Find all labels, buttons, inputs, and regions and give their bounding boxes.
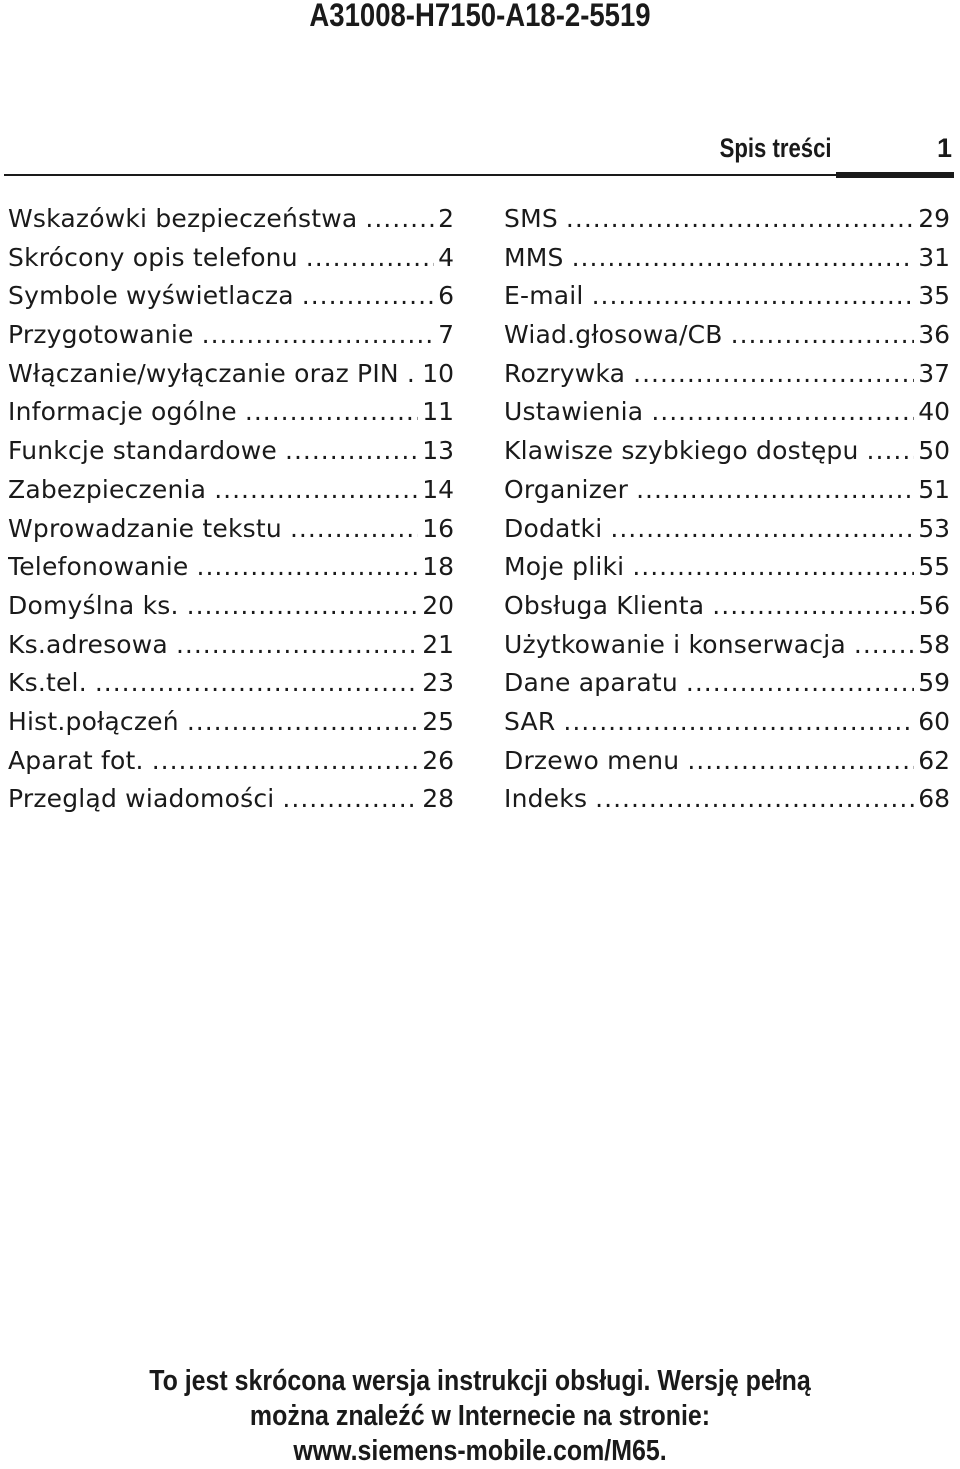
toc-entry[interactable] bbox=[8, 393, 454, 432]
toc-leader-dots bbox=[245, 393, 418, 432]
toc-entry-page: 58 bbox=[918, 629, 950, 659]
toc-entry-page: 16 bbox=[422, 513, 454, 543]
toc-entry-label: Wiad.głosowa/CB bbox=[504, 320, 723, 350]
toc-entry[interactable] bbox=[8, 316, 454, 355]
toc-entry-page: 59 bbox=[918, 668, 950, 698]
toc-entry-label: Skrócony opis telefonu bbox=[8, 242, 298, 272]
toc-entry-page: 25 bbox=[422, 706, 454, 736]
toc-entry-page: 2 bbox=[438, 204, 454, 233]
toc-entry-page: 18 bbox=[422, 552, 454, 582]
toc-entry-label: Obsługa Klienta bbox=[504, 590, 705, 620]
toc-entry-page: 6 bbox=[438, 281, 454, 311]
toc-entry[interactable] bbox=[504, 355, 950, 394]
toc-entry-label: SMS bbox=[504, 204, 558, 233]
toc-entry-label: Wprowadzanie tekstu bbox=[8, 513, 282, 543]
toc-entry[interactable] bbox=[8, 432, 454, 471]
toc-entry-label: Informacje ogólne bbox=[8, 397, 237, 427]
toc-entry[interactable] bbox=[504, 393, 950, 432]
toc-entry[interactable] bbox=[8, 510, 454, 549]
toc-entry-page: 62 bbox=[918, 745, 950, 775]
toc-entry[interactable] bbox=[8, 277, 454, 316]
footer-note bbox=[0, 1364, 960, 1469]
toc-leader-dots bbox=[202, 316, 434, 355]
toc-entry[interactable] bbox=[8, 200, 454, 239]
toc-leader-dots bbox=[854, 626, 914, 665]
toc-leader-dots bbox=[731, 316, 915, 355]
toc-leader-dots bbox=[633, 355, 914, 394]
toc-leader-dots bbox=[187, 703, 418, 742]
toc-entry-label: Telefonowanie bbox=[8, 552, 189, 582]
footer-line: To jest skrócona wersja instrukcji obsługi. Wersję pełną bbox=[149, 1365, 811, 1397]
toc-entry-page: 55 bbox=[918, 552, 950, 582]
toc-leader-dots bbox=[566, 200, 914, 239]
header-rule bbox=[4, 174, 954, 176]
toc-entry-page: 56 bbox=[918, 590, 950, 620]
toc-leader-dots bbox=[632, 548, 914, 587]
toc-entry[interactable] bbox=[504, 664, 950, 703]
toc-leader-dots bbox=[563, 703, 914, 742]
toc-leader-dots bbox=[290, 510, 418, 549]
toc-entry-page: 36 bbox=[918, 320, 950, 350]
toc-entry-label: Symbole wyświetlacza bbox=[8, 281, 294, 311]
toc-entry[interactable] bbox=[504, 587, 950, 626]
toc-entry-page: 21 bbox=[422, 629, 454, 659]
toc-entry[interactable] bbox=[504, 548, 950, 587]
toc-entry[interactable] bbox=[504, 316, 950, 355]
toc-entry-label: Drzewo menu bbox=[504, 745, 680, 775]
header-rule-accent bbox=[836, 172, 954, 178]
toc-entry[interactable] bbox=[8, 626, 454, 665]
toc-entry-label: Ustawienia bbox=[504, 397, 644, 427]
toc-entry[interactable] bbox=[504, 239, 950, 278]
toc-leader-dots bbox=[365, 200, 434, 239]
toc-entry[interactable] bbox=[504, 742, 950, 781]
toc-entry-page: 11 bbox=[422, 397, 454, 427]
toc-entry-label: Moje pliki bbox=[504, 552, 625, 582]
toc-right-column bbox=[504, 200, 950, 819]
toc-entry-page: 50 bbox=[918, 436, 950, 466]
toc-leader-dots bbox=[610, 510, 914, 549]
toc-entry[interactable] bbox=[8, 742, 454, 781]
toc-entry[interactable] bbox=[504, 780, 950, 819]
toc-entry-page: 37 bbox=[918, 358, 950, 388]
page-header bbox=[600, 128, 952, 168]
toc-entry[interactable] bbox=[8, 471, 454, 510]
document-code: A31008-H7150-A18-2-5519 bbox=[309, 0, 651, 33]
toc-entry[interactable] bbox=[504, 471, 950, 510]
toc-leader-dots bbox=[214, 471, 418, 510]
toc-entry-label: Hist.połączeń bbox=[8, 706, 179, 736]
toc-entry[interactable] bbox=[504, 510, 950, 549]
toc-entry-page: 28 bbox=[422, 784, 454, 814]
toc-leader-dots bbox=[712, 587, 914, 626]
toc-entry[interactable] bbox=[8, 355, 454, 394]
toc-leader-dots bbox=[187, 587, 419, 626]
toc-entry[interactable] bbox=[8, 548, 454, 587]
section-title: Spis treści bbox=[720, 133, 832, 163]
toc-leader-dots bbox=[687, 742, 914, 781]
toc-entry[interactable] bbox=[504, 277, 950, 316]
toc-entry-page: 31 bbox=[918, 242, 950, 272]
toc-leader-dots bbox=[867, 432, 915, 471]
toc-entry-label: Aparat fot. bbox=[8, 745, 144, 775]
toc-entry[interactable] bbox=[8, 703, 454, 742]
toc-entry[interactable] bbox=[504, 432, 950, 471]
toc-leader-dots bbox=[592, 277, 915, 316]
toc-entry-label: SAR bbox=[504, 706, 556, 736]
toc-entry-page: 68 bbox=[918, 784, 950, 814]
toc-entry[interactable] bbox=[504, 200, 950, 239]
toc-entry[interactable] bbox=[8, 780, 454, 819]
toc-left-column bbox=[8, 200, 454, 819]
toc-entry-label: Ks.tel. bbox=[8, 668, 87, 698]
toc-entry-page: 51 bbox=[918, 474, 950, 504]
footer-url[interactable]: www.siemens-mobile.com/M65. bbox=[293, 1435, 667, 1467]
toc-leader-dots bbox=[636, 471, 914, 510]
toc-entry-label: Wskazówki bezpieczeństwa bbox=[8, 204, 358, 233]
toc-entry-label: Zabezpieczenia bbox=[8, 474, 207, 504]
toc-entry-page: 7 bbox=[438, 320, 454, 350]
toc-leader-dots bbox=[285, 432, 418, 471]
toc-leader-dots bbox=[407, 355, 418, 394]
toc-entry-label: Organizer bbox=[504, 474, 629, 504]
toc-entry-page: 40 bbox=[918, 397, 950, 427]
toc-leader-dots bbox=[302, 277, 434, 316]
toc-leader-dots bbox=[95, 664, 418, 703]
toc-entry-page: 53 bbox=[918, 513, 950, 543]
toc-entry[interactable] bbox=[8, 587, 454, 626]
footer-line: można znaleźć w Internecie na stronie: bbox=[249, 1400, 711, 1432]
toc-entry[interactable] bbox=[8, 239, 454, 278]
toc-entry-page: 35 bbox=[918, 281, 950, 311]
toc-entry[interactable] bbox=[8, 664, 454, 703]
toc-entry-page: 26 bbox=[422, 745, 454, 775]
toc-entry-label: Użytkowanie i konserwacja bbox=[504, 629, 846, 659]
toc-entry[interactable] bbox=[504, 703, 950, 742]
toc-entry-label: Dane aparatu bbox=[504, 668, 678, 698]
toc-entry-page: 60 bbox=[918, 706, 950, 736]
toc-entry[interactable] bbox=[504, 626, 950, 665]
toc-leader-dots bbox=[152, 742, 419, 781]
toc-entry-label: MMS bbox=[504, 242, 564, 272]
toc-leader-dots bbox=[282, 780, 418, 819]
toc-entry-label: Przygotowanie bbox=[8, 320, 194, 350]
toc-leader-dots bbox=[651, 393, 914, 432]
toc-entry-page: 20 bbox=[422, 590, 454, 620]
toc-entry-label: Przegląd wiadomości bbox=[8, 784, 275, 814]
toc-leader-dots bbox=[595, 780, 914, 819]
toc-entry-label: Dodatki bbox=[504, 513, 603, 543]
toc-leader-dots bbox=[197, 548, 419, 587]
toc-entry-page: 13 bbox=[422, 436, 454, 466]
toc-entry-page: 4 bbox=[438, 242, 454, 272]
toc-leader-dots bbox=[572, 239, 915, 278]
toc-entry-page: 14 bbox=[422, 474, 454, 504]
toc-leader-dots bbox=[306, 239, 434, 278]
toc-entry-label: Indeks bbox=[504, 784, 588, 814]
toc-entry-label: Klawisze szybkiego dostępu bbox=[504, 436, 859, 466]
toc-entry-page: 29 bbox=[918, 204, 950, 233]
toc-entry-page: 10 bbox=[422, 358, 454, 388]
toc-entry-label: Domyślna ks. bbox=[8, 590, 179, 620]
toc-entry-label: Włączanie/wyłączanie oraz PIN bbox=[8, 358, 399, 388]
toc-leader-dots bbox=[686, 664, 914, 703]
toc-entry-page: 23 bbox=[422, 668, 454, 698]
toc-leader-dots bbox=[176, 626, 418, 665]
toc-entry-label: E-mail bbox=[504, 281, 584, 311]
toc-entry-label: Rozrywka bbox=[504, 358, 626, 388]
page-number: 1 bbox=[936, 133, 952, 163]
toc-entry-label: Funkcje standardowe bbox=[8, 436, 278, 466]
toc-entry-label: Ks.adresowa bbox=[8, 629, 168, 659]
